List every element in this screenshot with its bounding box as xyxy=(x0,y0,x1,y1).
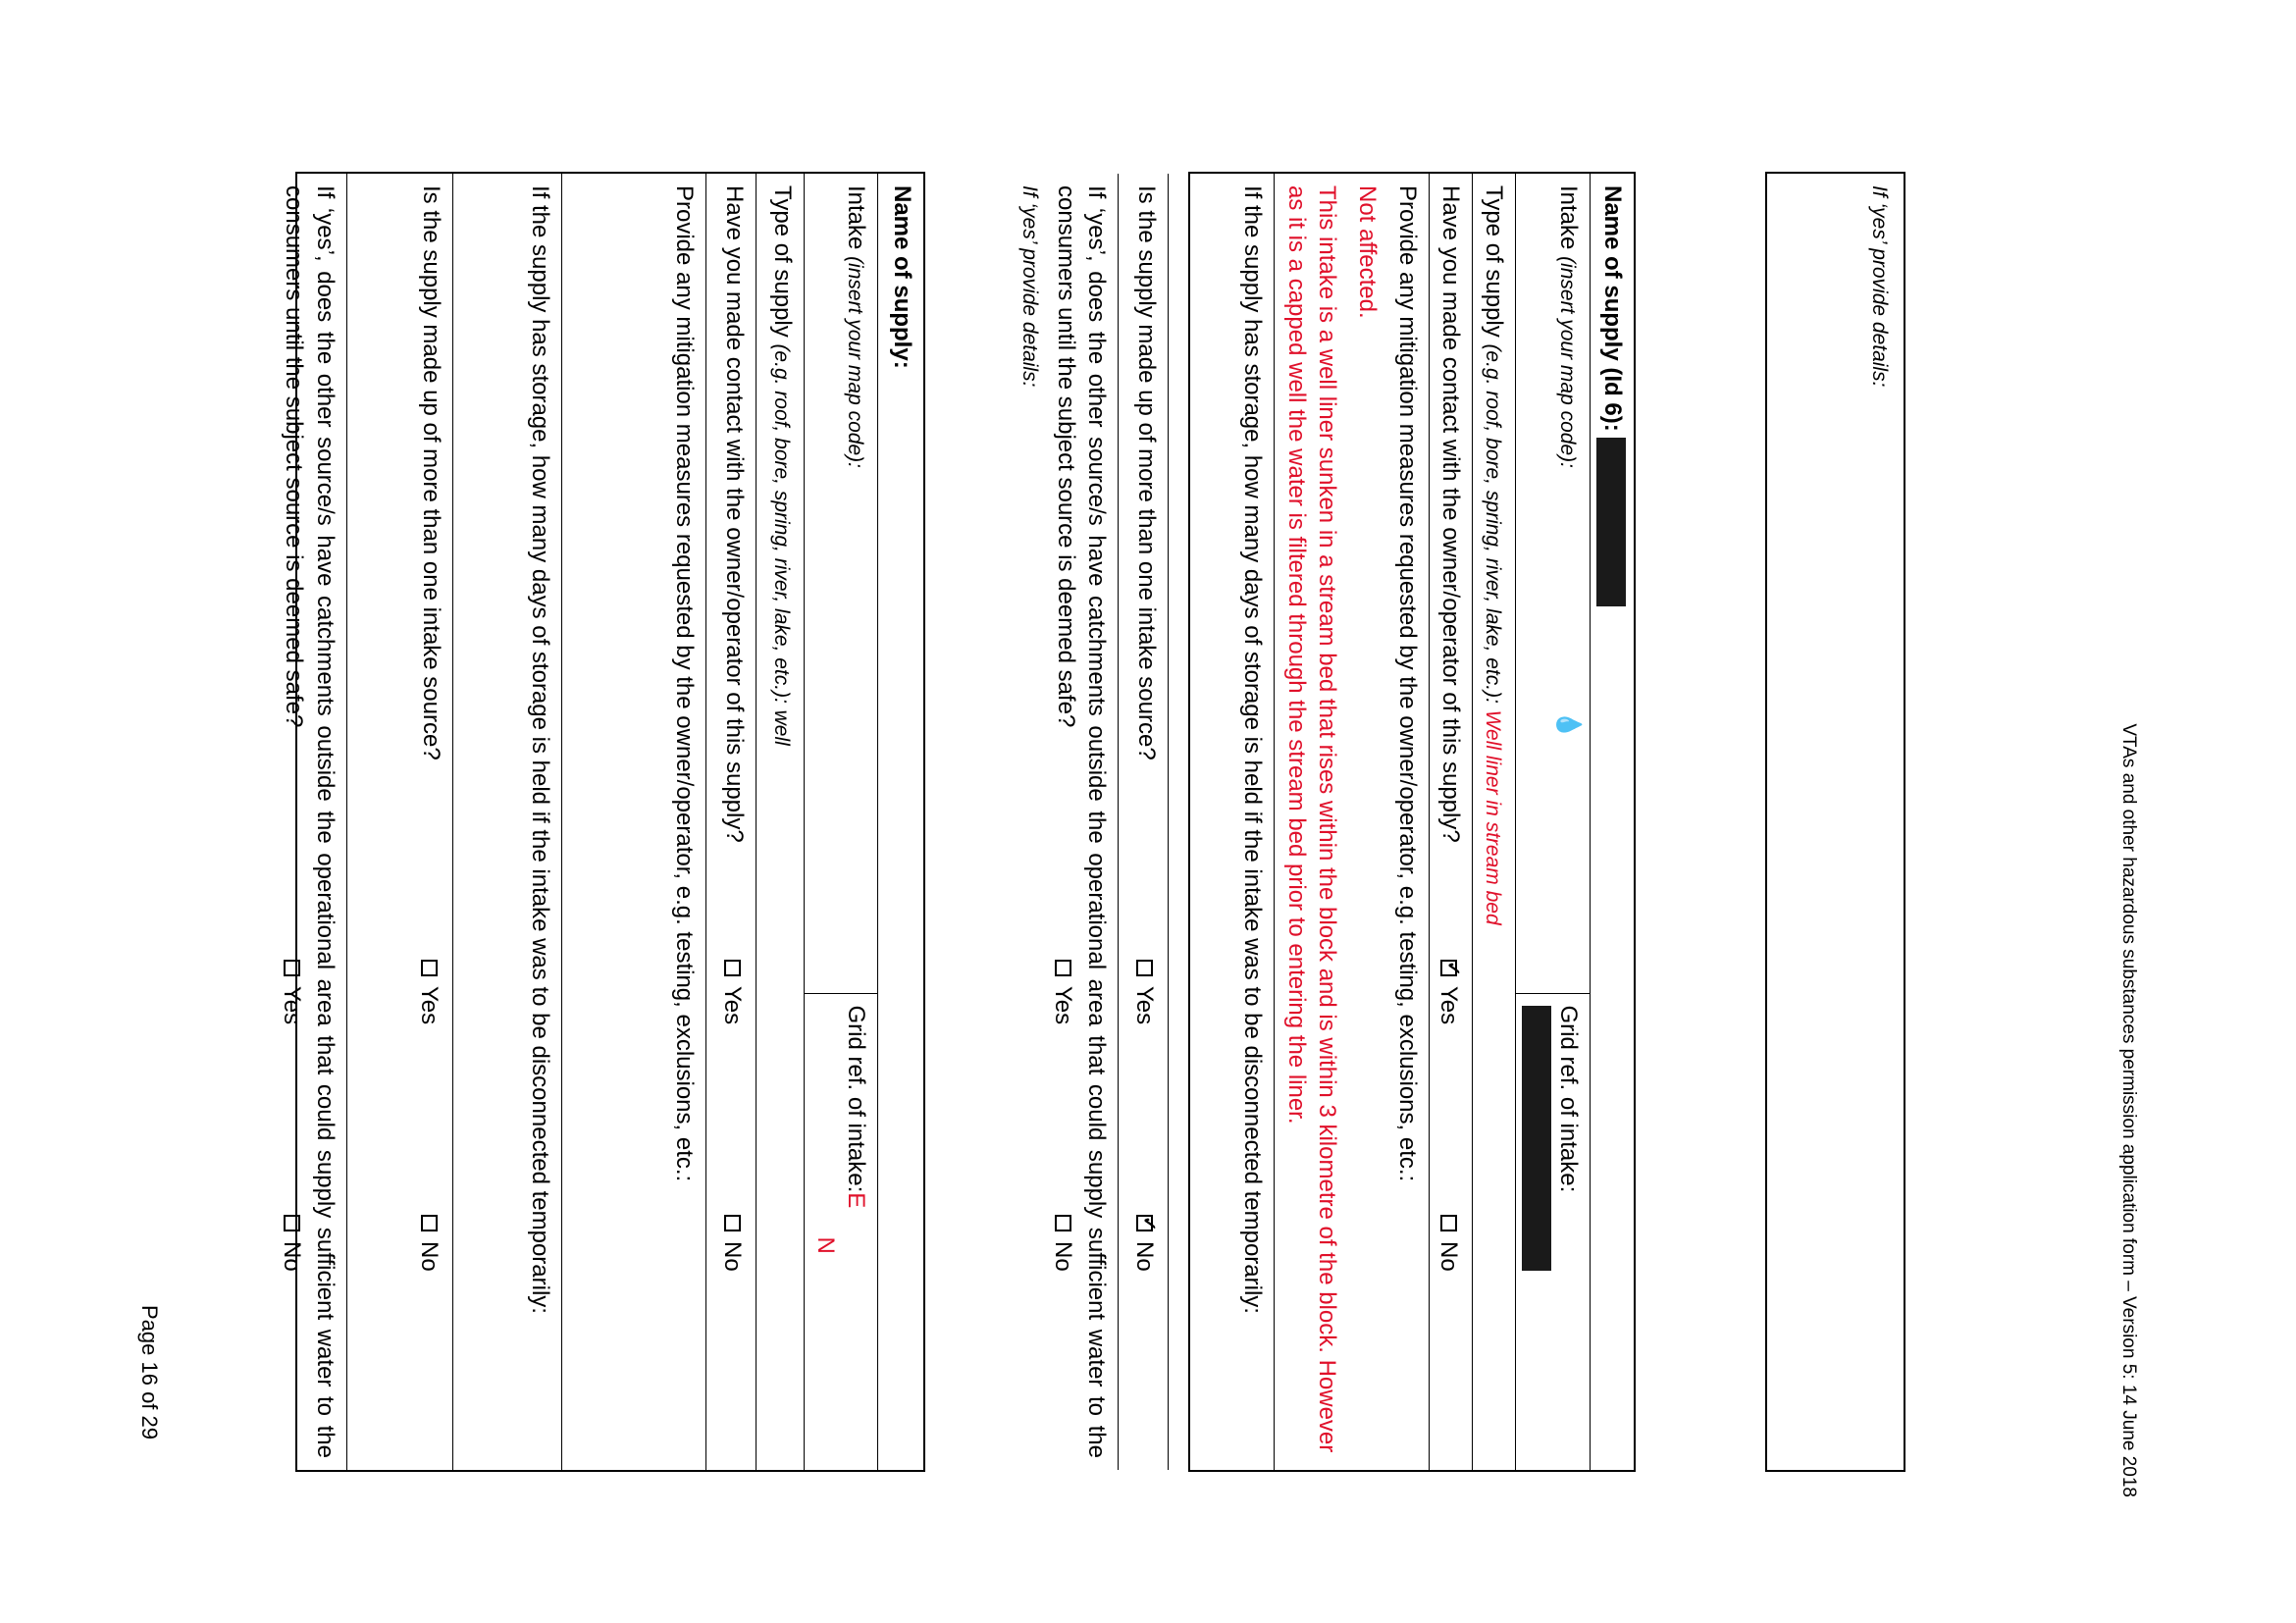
type-value: well xyxy=(769,709,793,746)
intake-hint: (insert your map code): xyxy=(844,256,866,468)
yes-label: Yes xyxy=(415,986,443,1025)
yes-label: Yes xyxy=(1050,986,1077,1025)
multi-intake-row xyxy=(346,174,452,1470)
catchment-row xyxy=(272,174,347,1470)
contact-row xyxy=(1430,174,1473,1470)
grid-ref-label: Grid ref. of intake: xyxy=(843,1005,869,1193)
storage-row[interactable] xyxy=(452,174,561,1470)
supply-form-blank xyxy=(278,172,925,1472)
no-label: No xyxy=(1050,1241,1077,1272)
multi-intake-question: Is the supply made up of more than one intake source? xyxy=(417,185,444,760)
catch-yes-checkbox[interactable] xyxy=(284,960,300,976)
yes-label: Yes xyxy=(1435,986,1463,1025)
type-hint: (e.g. roof, bore, spring, river, lake, etc.): xyxy=(769,343,793,704)
multi-intake-row xyxy=(1119,174,1169,1470)
storage-question: If the supply has storage, how many days of storage is held if the intake was to be disconnected temporarily: xyxy=(526,185,553,1314)
grid-ref-cell[interactable] xyxy=(1516,993,1591,1470)
intake-label: Intake xyxy=(1555,185,1583,250)
yes-label: Yes xyxy=(278,986,305,1025)
multi-no-checkbox[interactable] xyxy=(1136,1215,1153,1231)
type-label: Type of supply xyxy=(768,185,796,338)
catch-yes-checkbox[interactable] xyxy=(1055,960,1071,976)
contact-yes-checkbox[interactable] xyxy=(724,960,741,976)
multi-intake-question: Is the supply made up of more than one intake source? xyxy=(1133,185,1161,760)
grid-n-label: N xyxy=(811,1236,839,1254)
mitigation-question: Provide any mitigation measures requested by the owner/operator, e.g. testing, exclusions, etc.: xyxy=(1394,185,1422,1182)
intake-cell[interactable] xyxy=(804,174,877,993)
multi-yes-checkbox[interactable] xyxy=(421,960,438,976)
supply-name-label: Name of supply (Id 6): xyxy=(1599,185,1626,432)
catchment-question: If ‘yes’, does the other source/s have catchments outside the operational area that could supply sufficient water to the consumers until the subject source is deemed safe? xyxy=(1053,185,1111,1458)
intake-label: Intake xyxy=(843,185,869,250)
mitigation-question: Provide any mitigation measures requested by the owner/operator, e.g. testing, exclusions, etc.: xyxy=(670,185,698,1182)
type-label: Type of supply xyxy=(1481,185,1508,338)
intake-hint: (insert your map code): xyxy=(1556,256,1580,468)
details-box-previous xyxy=(1765,172,1905,1472)
storage-question: If the supply has storage, how many days of storage is held if the intake was to be disconnected temporarily: xyxy=(1239,185,1267,1314)
supply-name-label: Name of supply: xyxy=(889,185,915,369)
no-label: No xyxy=(1435,1241,1463,1272)
no-label: No xyxy=(278,1241,305,1272)
yes-label: Yes xyxy=(1131,986,1159,1025)
storage-row[interactable] xyxy=(1169,174,1275,1470)
supply-name-row xyxy=(1591,174,1634,1470)
supply-type-row[interactable] xyxy=(756,174,804,1470)
type-hint: (e.g. roof, bore, spring, river, lake, etc.): xyxy=(1482,343,1505,704)
supply-form-id6 xyxy=(1018,172,1636,1472)
grid-e-label: E xyxy=(843,1192,869,1209)
water-drop-icon: 💧 xyxy=(1555,709,1583,740)
catch-no-checkbox[interactable] xyxy=(1055,1215,1071,1231)
yes-label: Yes xyxy=(718,986,746,1025)
document-header: VTAs and other hazardous substances permission application form – Version 5: 14 June 2018 xyxy=(2118,723,2139,1497)
catchment-question: If ‘yes’, does the other source/s have catchments outside the operational area that could supply sufficient water to the consumers until the subject source is deemed safe? xyxy=(281,185,339,1458)
contact-yes-checkbox[interactable] xyxy=(1440,960,1457,976)
mitigation-answer-1: Not affected. xyxy=(1353,185,1381,319)
grid-ref-cell[interactable] xyxy=(804,993,877,1470)
details-label: If ‘yes’ provide details: xyxy=(1868,185,1891,388)
contact-row xyxy=(705,174,756,1470)
contact-question: Have you made contact with the owner/operator of this supply? xyxy=(1437,185,1465,843)
details-label: If ‘yes’ provide details: xyxy=(1018,185,1041,388)
catch-no-checkbox[interactable] xyxy=(284,1215,300,1231)
mitigation-row[interactable] xyxy=(561,174,705,1470)
catchment-row xyxy=(1011,174,1119,1470)
contact-no-checkbox[interactable] xyxy=(1440,1215,1457,1231)
intake-cell[interactable] xyxy=(1516,174,1591,993)
no-label: No xyxy=(1131,1241,1159,1272)
contact-no-checkbox[interactable] xyxy=(724,1215,741,1231)
no-label: No xyxy=(718,1241,746,1272)
mitigation-answer-2: This intake is a well liner sunken in a stream bed that rises within the block and is within 3 kilometre of the block. However as it is a capped well the water is filtered through the stream bed prior to entering the liner. xyxy=(1282,185,1340,1453)
supply-type-row[interactable] xyxy=(1473,174,1516,1470)
type-value: Well liner in stream bed xyxy=(1482,709,1505,925)
grid-ref-label: Grid ref. of intake: xyxy=(1555,1005,1583,1193)
redacted-block xyxy=(1596,438,1626,606)
page-number: Page 16 of 29 xyxy=(137,1305,162,1440)
multi-no-checkbox[interactable] xyxy=(421,1215,438,1231)
contact-question: Have you made contact with the owner/operator of this supply? xyxy=(720,185,748,843)
no-label: No xyxy=(415,1241,443,1272)
multi-yes-checkbox[interactable] xyxy=(1136,960,1153,976)
mitigation-row[interactable] xyxy=(1275,174,1430,1470)
supply-name-row[interactable] xyxy=(878,174,924,1470)
redacted-block xyxy=(1523,1006,1552,1271)
